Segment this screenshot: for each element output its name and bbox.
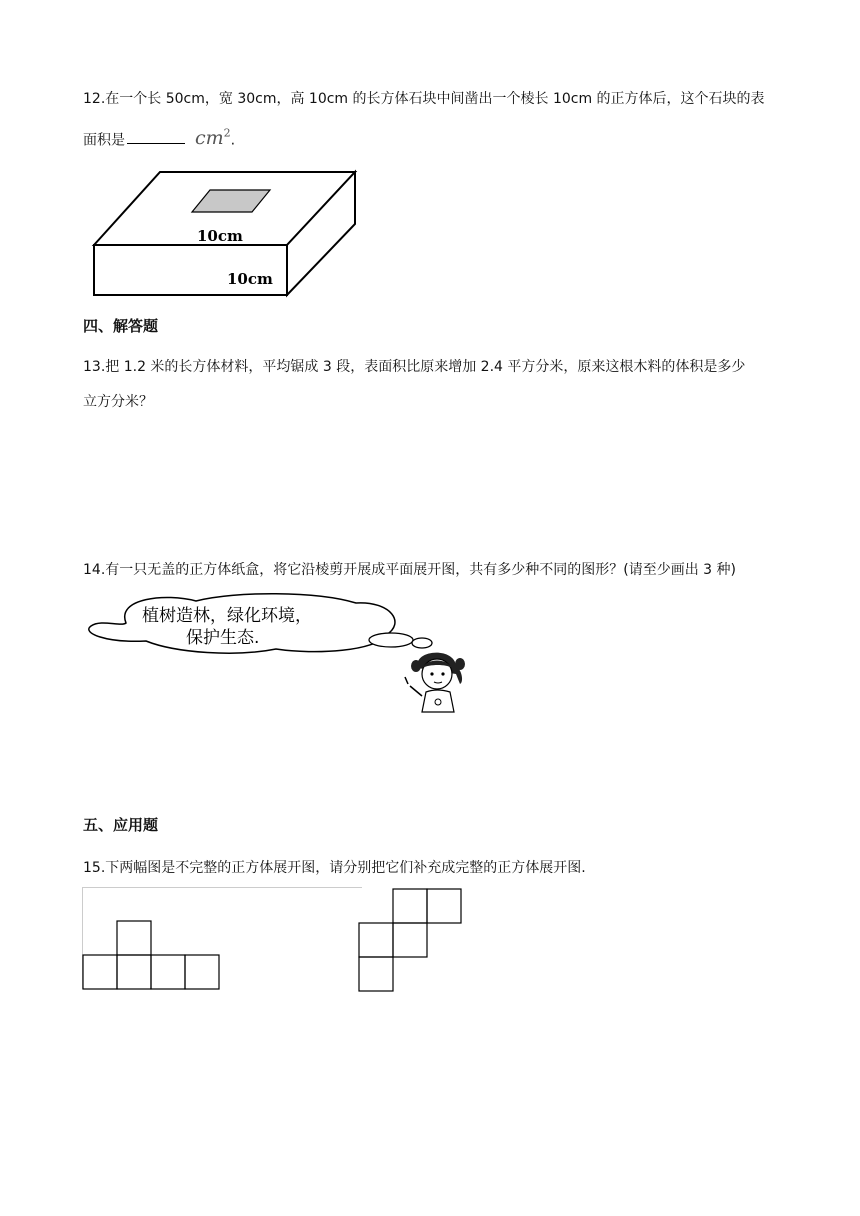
q12-line1: 12.在一个长 50cm，宽 30cm，高 10cm 的长方体石块中间凿出一个棱长 10cm 的正方体后，这个石块的表 — [83, 91, 765, 107]
net-square — [151, 955, 185, 989]
girl-icon — [402, 644, 468, 714]
label-front-10cm: 10cm — [227, 270, 273, 288]
unit-label: $cm^2$ — [195, 127, 231, 150]
net-square — [359, 957, 393, 991]
section5-title: 五、应用题 — [83, 816, 159, 834]
label-top-10cm: 10cm — [197, 227, 243, 245]
bubble-line2: 保护生态. — [186, 628, 260, 648]
answer-blank — [127, 129, 185, 144]
net-square — [359, 923, 393, 957]
cuboid-figure — [90, 168, 360, 300]
net-square — [117, 921, 151, 955]
q12-line2 — [83, 121, 483, 153]
q12-line2-prefix: 面积是 — [83, 132, 125, 149]
bubble-line1: 植树造林，绿化环境， — [142, 606, 312, 626]
net-square — [393, 889, 427, 923]
speech-bubble — [86, 593, 436, 658]
net-square — [117, 955, 151, 989]
net-square — [83, 955, 117, 989]
q12-period: . — [230, 132, 236, 149]
q13-line2: 立方分米？ — [83, 394, 153, 410]
net-square — [427, 889, 461, 923]
section4-title: 四、解答题 — [83, 317, 159, 335]
net-figure-right — [358, 887, 462, 993]
q15-line1: 15.下两幅图是不完整的正方体展开图，请分别把它们补充成完整的正方体展开图. — [83, 860, 586, 876]
net-figure-left — [82, 887, 222, 991]
q13-line1: 13.把 1.2 米的长方体材料，平均锯成 3 段，表面积比原来增加 2.4 平方分米，原来这根木料的体积是多少 — [83, 359, 746, 375]
q14-line1: 14.有一只无盖的正方体纸盒，将它沿棱剪开展成平面展开图，共有多少种不同的图形？(请至少画出 3 种) — [83, 562, 736, 578]
net-square — [185, 955, 219, 989]
net-square — [393, 923, 427, 957]
